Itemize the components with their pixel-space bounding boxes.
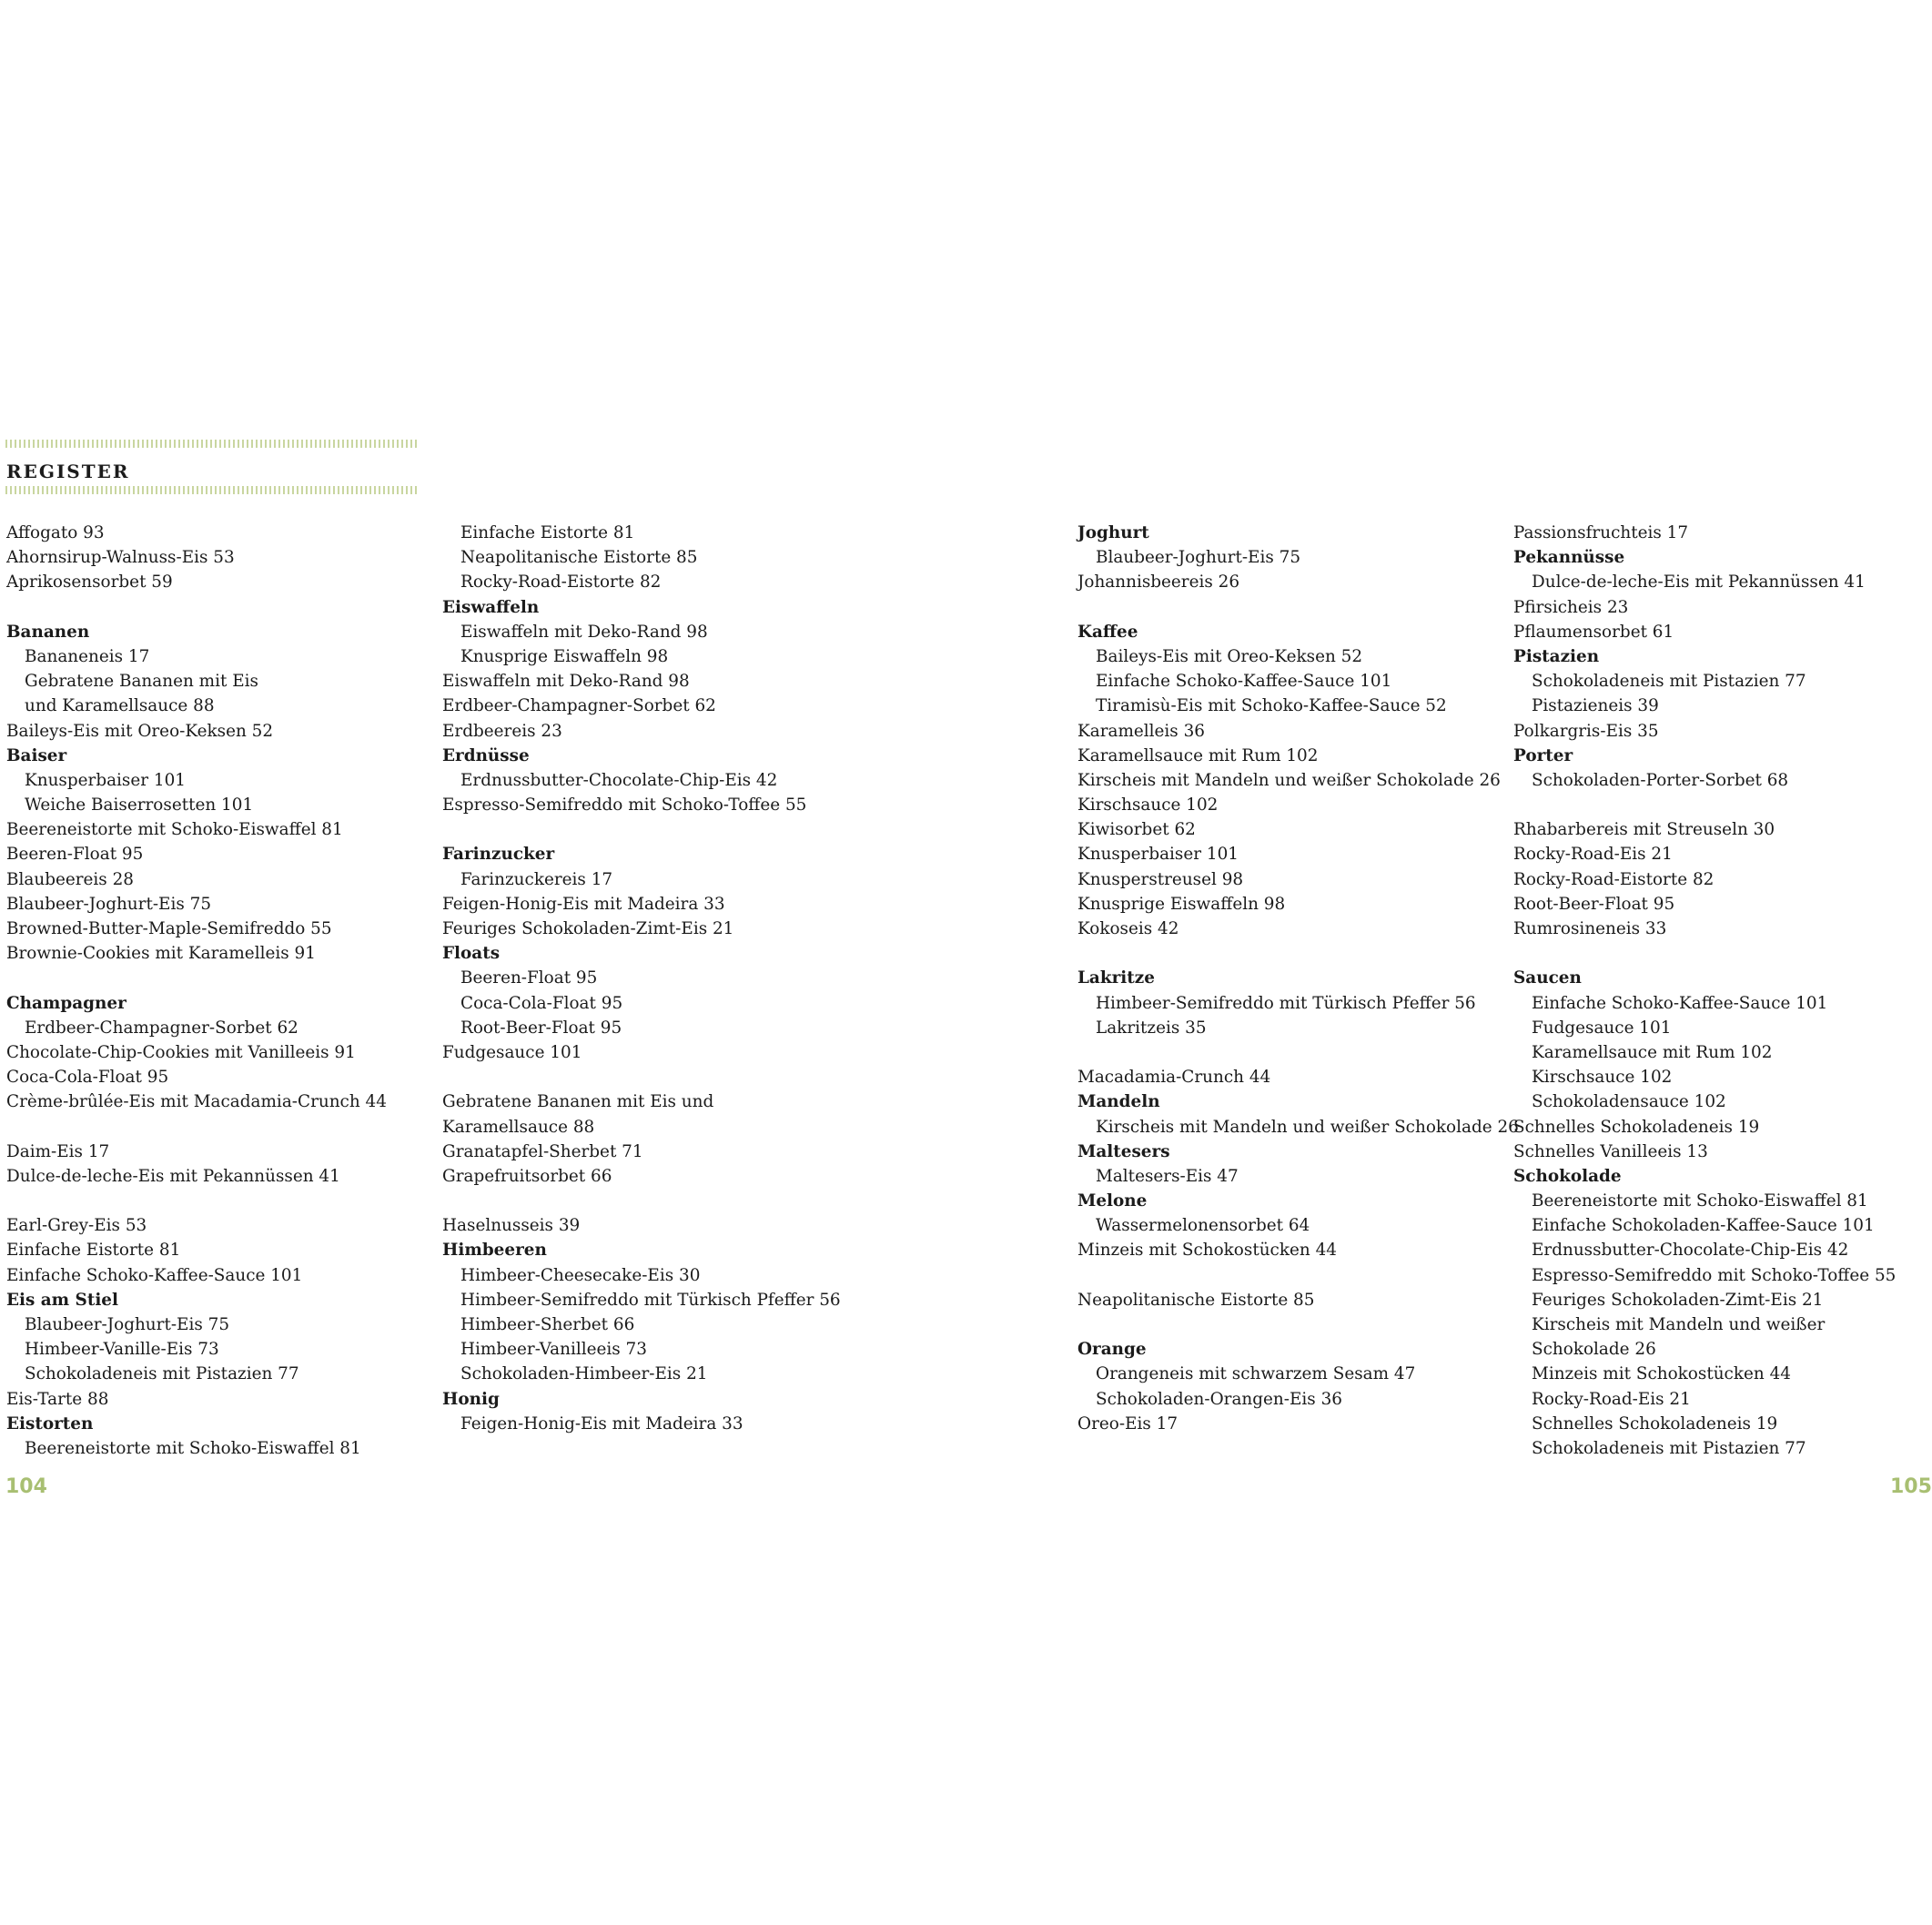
index-entry: Schokolade 26	[1532, 1340, 1656, 1360]
index-spacer	[1077, 595, 1519, 620]
index-entry: Johannisbeereis 26	[1077, 572, 1240, 593]
index-entry: Feigen-Honig-Eis mit Madeira 33	[460, 1413, 743, 1434]
index-entry: Dulce-de-leche-Eis mit Pekannüssen 41	[6, 1166, 340, 1186]
index-entry: Coca-Cola-Float 95	[460, 993, 623, 1013]
index-entry: Erdbeer-Champagner-Sorbet 62	[25, 1018, 298, 1038]
index-entry: Beereneistorte mit Schoko-Eiswaffel 81	[25, 1438, 361, 1458]
index-entry: Himbeer-Semifreddo mit Türkisch Pfeffer 56	[460, 1290, 841, 1310]
index-entry: Maltesers-Eis 47	[1096, 1166, 1239, 1186]
index-entry: Beereneistorte mit Schoko-Eiswaffel 81	[1532, 1191, 1868, 1211]
index-entry: Neapolitanische Eistorte 85	[460, 548, 698, 568]
index-entry: Daim-Eis 17	[6, 1141, 110, 1161]
index-entry: Kirschsauce 102	[1532, 1068, 1673, 1088]
index-entry: Rocky-Road-Eistorte 82	[460, 572, 662, 593]
index-entry: Grapefruitsorbet 66	[442, 1166, 612, 1186]
decorative-rule-top	[5, 440, 417, 448]
index-entry: Wassermelonensorbet 64	[1096, 1216, 1310, 1236]
index-entry: Macadamia-Crunch 44	[1077, 1068, 1271, 1088]
index-entry: Feuriges Schokoladen-Zimt-Eis 21	[1532, 1290, 1824, 1310]
index-entry: Schokoladensauce 102	[1532, 1092, 1726, 1112]
index-entry: Knusperbaiser 101	[1077, 845, 1239, 865]
index-entry: Neapolitanische Eistorte 85	[1077, 1290, 1315, 1310]
index-entry: Einfache Schoko-Kaffee-Sauce 101	[6, 1265, 303, 1285]
index-entry: Blaubeereis 28	[6, 869, 134, 889]
index-entry: Erdnussbutter-Chocolate-Chip-Eis 42	[1532, 1241, 1849, 1261]
index-entry: Erdbeer-Champagner-Sorbet 62	[442, 696, 716, 716]
index-entry: Eis-Tarte 88	[6, 1389, 109, 1409]
index-entry: Einfache Eistorte 81	[6, 1241, 181, 1261]
index-spacer	[6, 1189, 387, 1213]
index-heading: Himbeeren	[442, 1241, 547, 1261]
index-entry: Karamellsauce 88	[442, 1117, 595, 1137]
index-entry: Einfache Eistorte 81	[460, 523, 635, 542]
index-entry: Rocky-Road-Eis 21	[1513, 845, 1673, 865]
index-entry: Kirscheis mit Mandeln und weißer Schokolade 26	[1096, 1117, 1519, 1137]
index-entry: Ahornsirup-Walnuss-Eis 53	[6, 548, 235, 568]
index-spacer	[1077, 1040, 1519, 1065]
index-entry: Gebratene Bananen mit Eis	[25, 672, 258, 692]
index-heading: Porter	[1513, 745, 1573, 765]
index-spacer	[6, 1115, 387, 1140]
index-entry: Minzeis mit Schokostücken 44	[1532, 1364, 1791, 1384]
index-spacer	[442, 1189, 841, 1213]
index-entry: Fudgesauce 101	[442, 1042, 582, 1062]
index-entry: Schokoladen-Orangen-Eis 36	[1096, 1389, 1342, 1409]
index-entry: Knusprige Eiswaffeln 98	[460, 646, 669, 666]
index-entry: Himbeer-Semifreddo mit Türkisch Pfeffer 56	[1096, 993, 1476, 1013]
index-entry: Pfirsicheis 23	[1513, 597, 1629, 617]
index-entry: Kirscheis mit Mandeln und weißer	[1532, 1315, 1826, 1334]
register-heading: REGISTER	[6, 461, 130, 482]
index-spacer	[1513, 941, 1896, 966]
index-entry: Schnelles Schokoladeneis 19	[1513, 1117, 1760, 1137]
index-spacer	[6, 595, 387, 620]
index-entry: und Karamellsauce 88	[25, 696, 215, 716]
index-entry: Passionsfruchteis 17	[1513, 523, 1689, 542]
index-entry: Feuriges Schokoladen-Zimt-Eis 21	[442, 919, 734, 938]
index-spacer	[1077, 1312, 1519, 1337]
index-heading: Farinzucker	[442, 845, 555, 865]
index-entry: Blaubeer-Joghurt-Eis 75	[25, 1315, 230, 1334]
index-entry: Knusprige Eiswaffeln 98	[1077, 894, 1286, 914]
index-entry: Pistazieneis 39	[1532, 696, 1659, 716]
index-entry: Affogato 93	[6, 523, 105, 542]
index-entry: Kirscheis mit Mandeln und weißer Schokolade 26	[1077, 770, 1501, 790]
index-entry: Granatapfel-Sherbet 71	[442, 1141, 643, 1161]
index-entry: Himbeer-Cheesecake-Eis 30	[460, 1265, 701, 1285]
page-number-left: 104	[5, 1475, 47, 1498]
index-heading: Mandeln	[1077, 1092, 1160, 1112]
index-heading: Eistorten	[6, 1413, 94, 1434]
index-entry: Karamellsauce mit Rum 102	[1077, 745, 1319, 765]
index-spacer	[1077, 941, 1519, 966]
index-heading: Joghurt	[1077, 523, 1149, 542]
index-entry: Gebratene Bananen mit Eis und	[442, 1092, 714, 1112]
index-entry: Beereneistorte mit Schoko-Eiswaffel 81	[6, 820, 343, 840]
index-entry: Oreo-Eis 17	[1077, 1413, 1178, 1434]
index-entry: Schokoladeneis mit Pistazien 77	[1532, 672, 1806, 692]
index-entry: Lakritzeis 35	[1096, 1018, 1207, 1038]
index-spacer	[1077, 1263, 1519, 1288]
index-heading: Saucen	[1513, 968, 1582, 988]
index-heading: Eiswaffeln	[442, 597, 540, 617]
index-heading: Eis am Stiel	[6, 1290, 118, 1310]
page-number-right: 105	[1890, 1475, 1932, 1498]
index-entry: Einfache Schoko-Kaffee-Sauce 101	[1096, 672, 1392, 692]
index-entry: Pflaumensorbet 61	[1513, 622, 1674, 642]
index-entry: Knusperbaiser 101	[25, 770, 186, 790]
index-entry: Eiswaffeln mit Deko-Rand 98	[460, 622, 708, 642]
index-entry: Fudgesauce 101	[1532, 1018, 1672, 1038]
index-entry: Himbeer-Sherbet 66	[460, 1315, 635, 1334]
index-entry: Eiswaffeln mit Deko-Rand 98	[442, 672, 690, 692]
index-heading: Bananen	[6, 622, 90, 642]
index-entry: Rocky-Road-Eis 21	[1532, 1389, 1691, 1409]
index-heading: Pistazien	[1513, 646, 1600, 666]
index-entry: Tiramisù-Eis mit Schoko-Kaffee-Sauce 52	[1096, 696, 1447, 716]
index-entry: Rocky-Road-Eistorte 82	[1513, 869, 1715, 889]
index-entry: Aprikosensorbet 59	[6, 572, 173, 593]
index-entry: Baileys-Eis mit Oreo-Keksen 52	[1096, 646, 1363, 666]
index-entry: Erdnussbutter-Chocolate-Chip-Eis 42	[460, 770, 778, 790]
index-entry: Beeren-Float 95	[460, 968, 598, 988]
index-entry: Beeren-Float 95	[6, 845, 144, 865]
index-entry: Feigen-Honig-Eis mit Madeira 33	[442, 894, 725, 914]
index-heading: Honig	[442, 1389, 500, 1409]
index-column-1	[6, 521, 387, 1461]
index-entry: Browned-Butter-Maple-Semifreddo 55	[6, 919, 332, 938]
index-entry: Himbeer-Vanille-Eis 73	[25, 1340, 219, 1360]
index-heading: Schokolade	[1513, 1166, 1622, 1186]
index-entry: Crème-brûlée-Eis mit Macadamia-Crunch 44	[6, 1092, 387, 1112]
index-entry: Blaubeer-Joghurt-Eis 75	[1096, 548, 1301, 568]
index-entry: Root-Beer-Float 95	[1513, 894, 1675, 914]
decorative-rule-bottom	[5, 486, 417, 494]
index-heading: Kaffee	[1077, 622, 1138, 642]
index-entry: Root-Beer-Float 95	[460, 1018, 622, 1038]
index-entry: Farinzuckereis 17	[460, 869, 613, 889]
index-column-3	[1077, 521, 1519, 1436]
index-entry: Schnelles Vanilleeis 13	[1513, 1141, 1708, 1161]
index-entry: Knusperstreusel 98	[1077, 869, 1244, 889]
index-entry: Rumrosineneis 33	[1513, 919, 1667, 938]
index-spacer	[1513, 793, 1896, 817]
index-entry: Schokoladeneis mit Pistazien 77	[1532, 1438, 1806, 1458]
index-column-4	[1513, 521, 1896, 1461]
index-spacer	[442, 1065, 841, 1089]
index-entry: Coca-Cola-Float 95	[6, 1068, 169, 1088]
index-entry: Bananeneis 17	[25, 646, 150, 666]
index-entry: Chocolate-Chip-Cookies mit Vanilleeis 91	[6, 1042, 356, 1062]
index-entry: Kirschsauce 102	[1077, 795, 1219, 816]
index-heading: Melone	[1077, 1191, 1148, 1211]
index-heading: Champagner	[6, 993, 126, 1013]
index-heading: Erdnüsse	[442, 745, 530, 765]
index-entry: Schnelles Schokoladeneis 19	[1532, 1413, 1778, 1434]
index-entry: Karamellsauce mit Rum 102	[1532, 1042, 1773, 1062]
index-entry: Baileys-Eis mit Oreo-Keksen 52	[6, 721, 274, 741]
index-entry: Rhabarbereis mit Streuseln 30	[1513, 820, 1775, 840]
index-heading: Baiser	[6, 745, 67, 765]
index-entry: Haselnusseis 39	[442, 1216, 581, 1236]
index-entry: Orangeneis mit schwarzem Sesam 47	[1096, 1364, 1416, 1384]
index-entry: Dulce-de-leche-Eis mit Pekannüssen 41	[1532, 572, 1866, 593]
index-column-2	[442, 521, 841, 1436]
index-entry: Espresso-Semifreddo mit Schoko-Toffee 55	[1532, 1265, 1897, 1285]
index-entry: Kiwisorbet 62	[1077, 820, 1196, 840]
index-entry: Erdbeereis 23	[442, 721, 562, 741]
index-heading: Floats	[442, 944, 501, 964]
index-heading: Maltesers	[1077, 1141, 1170, 1161]
index-entry: Blaubeer-Joghurt-Eis 75	[6, 894, 212, 914]
index-spacer	[442, 817, 841, 842]
index-entry: Einfache Schokoladen-Kaffee-Sauce 101	[1532, 1216, 1875, 1236]
index-entry: Polkargris-Eis 35	[1513, 721, 1659, 741]
index-entry: Kokoseis 42	[1077, 919, 1179, 938]
index-entry: Einfache Schoko-Kaffee-Sauce 101	[1532, 993, 1828, 1013]
index-entry: Karamelleis 36	[1077, 721, 1205, 741]
index-heading: Orange	[1077, 1340, 1147, 1360]
index-entry: Earl-Grey-Eis 53	[6, 1216, 147, 1236]
index-entry: Weiche Baiserrosetten 101	[25, 795, 254, 816]
index-entry: Espresso-Semifreddo mit Schoko-Toffee 55	[442, 795, 807, 816]
index-entry: Schokoladeneis mit Pistazien 77	[25, 1364, 299, 1384]
index-heading: Lakritze	[1077, 968, 1155, 988]
index-spacer	[6, 966, 387, 990]
index-entry: Brownie-Cookies mit Karamelleis 91	[6, 944, 316, 964]
index-entry: Schokoladen-Porter-Sorbet 68	[1532, 770, 1789, 790]
index-heading: Pekannüsse	[1513, 548, 1625, 568]
index-entry: Himbeer-Vanilleeis 73	[460, 1340, 647, 1360]
index-entry: Minzeis mit Schokostücken 44	[1077, 1241, 1337, 1261]
index-entry: Schokoladen-Himbeer-Eis 21	[460, 1364, 708, 1384]
